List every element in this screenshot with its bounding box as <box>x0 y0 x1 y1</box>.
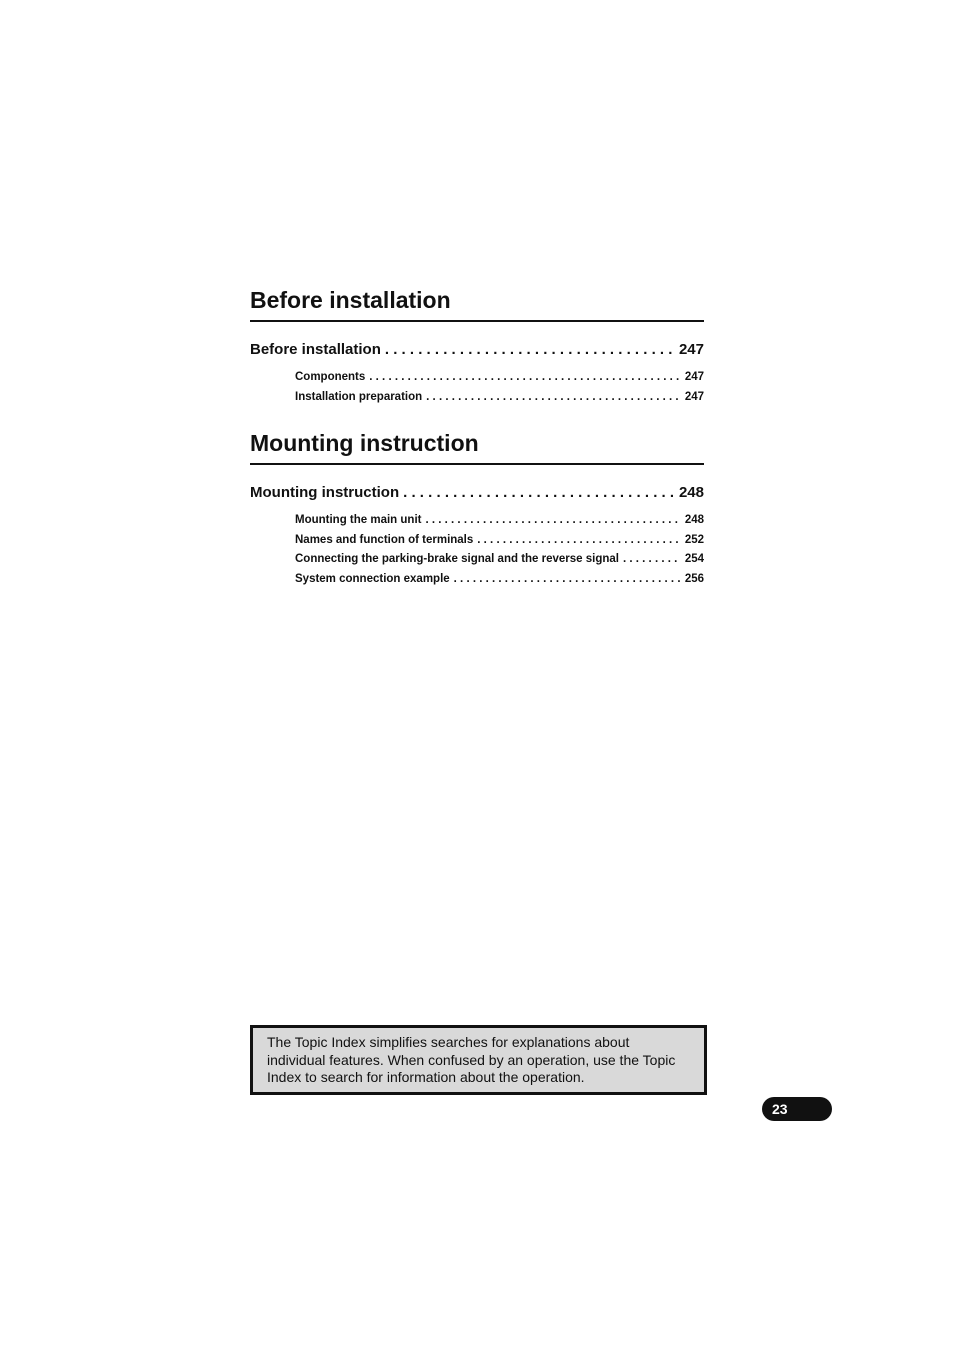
toc-sub-entry[interactable] <box>295 368 704 388</box>
toc-entry-label: Names and function of terminals <box>295 533 474 546</box>
toc-sub-entry[interactable] <box>295 570 704 590</box>
toc-sub-list <box>250 511 704 589</box>
toc-leader-dots <box>623 550 681 570</box>
page-number: 23 <box>772 1101 788 1117</box>
topic-index-info-box <box>250 1025 707 1095</box>
toc-leader-dots <box>425 511 680 531</box>
table-of-contents <box>250 284 704 609</box>
section-heading: Before installation <box>250 284 704 322</box>
toc-entry-label: Installation preparation <box>295 390 423 403</box>
toc-page-number: 248 <box>684 514 704 526</box>
toc-page-number: 254 <box>684 553 704 565</box>
toc-leader-dots <box>403 483 675 503</box>
toc-section-mounting-instruction <box>250 427 704 589</box>
toc-sub-entry[interactable] <box>295 511 704 531</box>
toc-page-number: 247 <box>684 390 704 403</box>
toc-page-number: 248 <box>678 484 704 501</box>
toc-leader-dots <box>454 570 681 590</box>
toc-page-number: 252 <box>684 533 704 546</box>
toc-leader-dots <box>385 340 675 360</box>
toc-entry-label: Mounting the main unit <box>295 514 422 526</box>
page-number-tab <box>762 1097 832 1121</box>
toc-page-number: 247 <box>684 371 704 383</box>
toc-sub-entry[interactable] <box>295 531 704 551</box>
toc-leader-dots <box>477 531 681 551</box>
toc-section-before-installation <box>250 284 704 407</box>
toc-entry-label: Connecting the parking-brake signal and the reverse signal <box>295 553 619 565</box>
toc-entry-label: Before installation <box>250 341 381 358</box>
toc-main-entry[interactable] <box>250 483 704 503</box>
toc-leader-dots <box>369 368 681 388</box>
toc-page-number: 247 <box>678 341 704 358</box>
toc-entry-label: Components <box>295 371 366 383</box>
toc-entry-label: System connection example <box>295 572 450 585</box>
toc-main-entry[interactable] <box>250 340 704 360</box>
toc-entry-label: Mounting instruction <box>250 484 400 501</box>
toc-sub-entry[interactable] <box>295 388 704 408</box>
toc-leader-dots <box>426 388 681 408</box>
toc-sub-list <box>250 368 704 407</box>
toc-page-number: 256 <box>684 572 704 585</box>
toc-sub-entry[interactable] <box>295 550 704 570</box>
section-heading: Mounting instruction <box>250 427 704 465</box>
info-box-text: The Topic Index simplifies searches for explanations about individual features. When confused by an operation, use the Topic Index to search for information about the operation. <box>267 1034 676 1085</box>
